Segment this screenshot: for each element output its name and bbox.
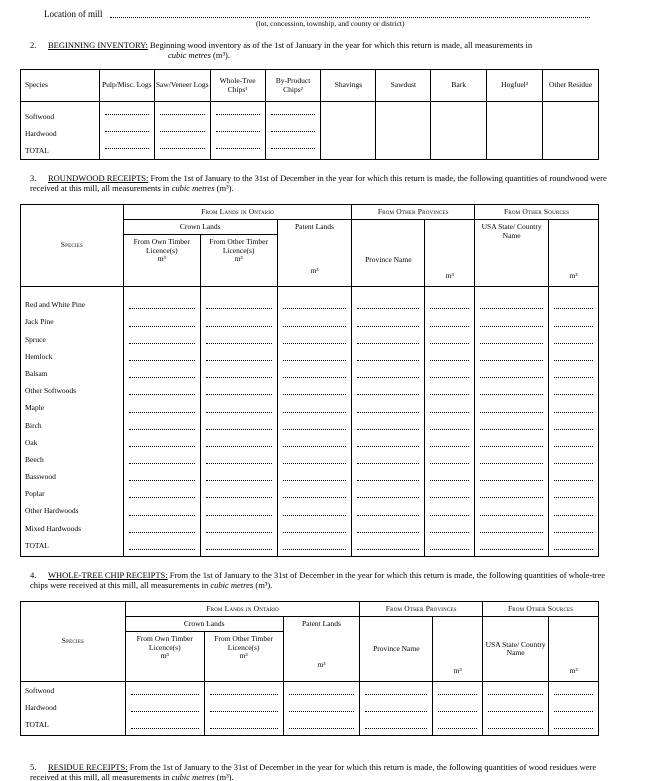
entry-line[interactable] [357, 491, 419, 498]
entry-line[interactable] [554, 388, 593, 395]
entry-line[interactable] [554, 371, 593, 378]
entry-line[interactable] [206, 320, 272, 327]
entry-line[interactable] [480, 526, 543, 533]
entry-line[interactable] [283, 354, 347, 361]
entry-line[interactable] [365, 688, 427, 695]
inventory-entry-line[interactable] [105, 108, 149, 115]
section2-units: cubic metres [168, 50, 211, 60]
other-sources-group-header-4: From Other Sources [483, 602, 599, 617]
entry-line[interactable] [554, 705, 593, 712]
entry-line[interactable] [357, 543, 419, 550]
row-label-hardwood: Hardwood [25, 129, 57, 138]
entry-line[interactable] [357, 474, 419, 481]
inventory-col-7: Bark [431, 70, 487, 102]
province-m3-header-4: m³ [433, 617, 483, 682]
entry-line[interactable] [129, 371, 195, 378]
entry-line[interactable] [554, 722, 593, 729]
beginning-inventory-table [20, 69, 599, 160]
species-row-label: Mixed Hardwoods [25, 523, 82, 533]
entry-line[interactable] [206, 509, 272, 516]
entry-line[interactable] [206, 302, 272, 309]
entry-line[interactable] [480, 406, 543, 413]
entry-line[interactable] [129, 491, 195, 498]
patent-lands-header: Patent Lands m³ [277, 220, 352, 287]
other-licence-header: From Other Timber Licence(s) m³ [200, 235, 277, 287]
inventory-col-2: Saw/Veneer Logs [154, 70, 210, 102]
entry-line[interactable] [430, 371, 469, 378]
entry-line[interactable] [283, 371, 347, 378]
entry-line[interactable] [554, 526, 593, 533]
species-header-4: Species [21, 602, 126, 682]
entry-line[interactable] [283, 474, 347, 481]
other-sources-group-header: From Other Sources [475, 205, 599, 220]
section3-text: From the 1st of January to the 31st of December in the year for which this return is made, the following quantities of roundwood were received at this mill, all measurements in [30, 173, 607, 193]
entry-line[interactable] [129, 354, 195, 361]
province-name-header: Province Name [352, 220, 425, 287]
entry-line[interactable] [488, 705, 543, 712]
entry-line[interactable] [206, 491, 272, 498]
provinces-group-header-4: From Other Provinces [360, 602, 483, 617]
entry-line[interactable] [357, 320, 419, 327]
entry-line[interactable] [554, 440, 593, 447]
entry-line[interactable] [554, 457, 593, 464]
crown-lands-header: Crown Lands [123, 220, 277, 235]
species-row-label: Basswood [25, 472, 56, 482]
entry-line[interactable] [357, 457, 419, 464]
entry-line[interactable] [206, 337, 272, 344]
entry-line[interactable] [480, 371, 543, 378]
entry-line[interactable] [480, 543, 543, 550]
entry-line[interactable] [430, 388, 469, 395]
section5-title: RESIDUE RECEIPTS: [48, 762, 128, 772]
inventory-entry-line[interactable] [216, 125, 260, 132]
species-row-label: Beech [25, 454, 44, 464]
inventory-col-9: Other Residue [543, 70, 599, 102]
entry-line[interactable] [129, 526, 195, 533]
section2-title: BEGINNING INVENTORY: [48, 40, 148, 50]
entry-line[interactable] [554, 406, 593, 413]
entry-line[interactable] [488, 722, 543, 729]
row-label-softwood: Softwood [25, 112, 55, 121]
entry-line[interactable] [129, 543, 195, 550]
entry-line[interactable] [129, 337, 195, 344]
entry-line[interactable] [480, 388, 543, 395]
entry-line[interactable] [430, 474, 469, 481]
ontario-group-header: From Lands in Ontario [123, 205, 352, 220]
inventory-entry-line[interactable] [216, 142, 260, 149]
entry-line[interactable] [283, 457, 347, 464]
entry-line[interactable] [206, 526, 272, 533]
entry-line[interactable] [480, 440, 543, 447]
entry-line[interactable] [206, 371, 272, 378]
species-row-label: Spruce [25, 334, 46, 344]
entry-line[interactable] [283, 302, 347, 309]
inventory-entry-line[interactable] [216, 108, 260, 115]
entry-line[interactable] [289, 705, 355, 712]
entry-line[interactable] [210, 722, 278, 729]
entry-line[interactable] [283, 320, 347, 327]
species-row-label: Birch [25, 420, 42, 430]
entry-line[interactable] [210, 688, 278, 695]
inventory-entry-line[interactable] [105, 125, 149, 132]
entry-line[interactable] [206, 457, 272, 464]
species-row-label: Hardwood [25, 703, 57, 712]
species-row-label: Oak [25, 437, 38, 447]
entry-line[interactable] [480, 457, 543, 464]
inventory-entry-line[interactable] [105, 142, 149, 149]
provinces-group-header: From Other Provinces [352, 205, 475, 220]
species-row-label: TOTAL [25, 540, 49, 550]
entry-line[interactable] [554, 423, 593, 430]
entry-line[interactable] [554, 302, 593, 309]
entry-line[interactable] [289, 722, 355, 729]
roundwood-receipts-table [20, 204, 599, 557]
species-row-label: TOTAL [25, 720, 49, 729]
entry-line[interactable] [283, 406, 347, 413]
section4-title: WHOLE-TREE CHIP RECEIPTS: [48, 570, 168, 580]
section2-text: Beginning wood inventory as of the 1st of January in the year for which this return is made, all measurements in [150, 40, 533, 50]
usa-m3-header: m³ [549, 220, 599, 287]
inventory-col-8: Hogfuel³ [487, 70, 543, 102]
row-label-total: TOTAL [25, 146, 49, 155]
entry-line[interactable] [283, 423, 347, 430]
entry-line[interactable] [357, 440, 419, 447]
entry-line[interactable] [131, 705, 199, 712]
entry-line[interactable] [206, 440, 272, 447]
entry-line[interactable] [365, 722, 427, 729]
entry-line[interactable] [480, 423, 543, 430]
entry-line[interactable] [430, 543, 469, 550]
whole-tree-chip-table [20, 601, 599, 736]
entry-line[interactable] [131, 722, 199, 729]
inventory-entry-line[interactable] [160, 142, 205, 149]
usa-country-header-4: USA State/ Country Name [483, 617, 549, 682]
usa-m3-header-4: m³ [549, 617, 599, 682]
entry-line[interactable] [430, 457, 469, 464]
inventory-entry-line[interactable] [160, 125, 205, 132]
location-field[interactable] [110, 9, 590, 18]
ontario-group-header-4: From Lands in Ontario [125, 602, 360, 617]
section3-title: ROUNDWOOD RECEIPTS: [48, 173, 149, 183]
inventory-col-3: Whole-Tree Chips¹ [210, 70, 265, 102]
species-row-label: Red and White Pine [25, 300, 86, 310]
species-row-label: Softwood [25, 686, 55, 695]
entry-line[interactable] [430, 423, 469, 430]
own-licence-header-4: From Own Timber Licence(s) m³ [125, 632, 204, 682]
inventory-col-6: Sawdust [376, 70, 431, 102]
other-licence-header-4: From Other Timber Licence(s) m³ [204, 632, 283, 682]
entry-line[interactable] [357, 406, 419, 413]
inventory-col-4: By-Product Chips² [265, 70, 321, 102]
location-label: Location of mill [44, 9, 103, 19]
species-row-label: Balsam [25, 368, 48, 378]
entry-line[interactable] [438, 688, 477, 695]
entry-line[interactable] [430, 526, 469, 533]
entry-line[interactable] [430, 440, 469, 447]
entry-line[interactable] [129, 388, 195, 395]
entry-line[interactable] [357, 302, 419, 309]
location-caption: (lot, concession, township, and county or district) [256, 19, 405, 28]
entry-line[interactable] [206, 388, 272, 395]
entry-line[interactable] [480, 337, 543, 344]
usa-country-header: USA State/ Country Name [475, 220, 549, 287]
entry-line[interactable] [554, 354, 593, 361]
section5-heading: 5. RESIDUE RECEIPTS: From the 1st of January to the 31st of December in the year for which this return is made, the following quantities of wood residues were received at this mill, all measurements in cubic metres (m³). [30, 762, 597, 781]
species-row-label: Other Softwoods [25, 386, 77, 396]
inventory-col-0: Species [21, 70, 100, 102]
entry-line[interactable] [480, 302, 543, 309]
species-row-label: Maple [25, 403, 45, 413]
inventory-entry-line[interactable] [271, 108, 316, 115]
entry-line[interactable] [283, 337, 347, 344]
entry-line[interactable] [283, 440, 347, 447]
species-row-label: Jack Pine [25, 317, 54, 327]
entry-line[interactable] [430, 302, 469, 309]
entry-line[interactable] [480, 320, 543, 327]
entry-line[interactable] [283, 509, 347, 516]
inventory-col-1: Pulp/Misc. Logs [99, 70, 154, 102]
species-row-label: Other Hardwoods [25, 506, 79, 516]
section2-heading: 2. BEGINNING INVENTORY: Beginning wood inventory as of the 1st of January in the year for which this return is made, all measurements in cubic metres (m³). [30, 40, 533, 60]
entry-line[interactable] [430, 509, 469, 516]
entry-line[interactable] [357, 526, 419, 533]
entry-line[interactable] [488, 688, 543, 695]
entry-line[interactable] [129, 406, 195, 413]
entry-line[interactable] [357, 354, 419, 361]
species-row-label: Hemlock [25, 351, 53, 361]
own-licence-header: From Own Timber Licence(s) m³ [123, 235, 200, 287]
inventory-entry-line[interactable] [160, 108, 205, 115]
entry-line[interactable] [554, 688, 593, 695]
entry-line[interactable] [554, 491, 593, 498]
entry-line[interactable] [283, 543, 347, 550]
province-m3-header: m³ [425, 220, 475, 287]
entry-line[interactable] [430, 354, 469, 361]
entry-line[interactable] [357, 509, 419, 516]
entry-line[interactable] [430, 320, 469, 327]
entry-line[interactable] [480, 491, 543, 498]
entry-line[interactable] [357, 337, 419, 344]
entry-line[interactable] [129, 509, 195, 516]
entry-line[interactable] [438, 705, 477, 712]
entry-line[interactable] [430, 491, 469, 498]
entry-line[interactable] [206, 474, 272, 481]
entry-line[interactable] [206, 406, 272, 413]
entry-line[interactable] [283, 491, 347, 498]
entry-line[interactable] [357, 388, 419, 395]
entry-line[interactable] [206, 423, 272, 430]
section4-heading: 4. WHOLE-TREE CHIP RECEIPTS: From the 1st of January to the 31st of December in the year for which this return is made, the following quantities of whole-tree chips were received at this mill, all measurements in cubic metres (m³). [30, 570, 606, 590]
entry-line[interactable] [365, 705, 427, 712]
inventory-col-5: Shavings [321, 70, 376, 102]
entry-line[interactable] [131, 688, 199, 695]
entry-line[interactable] [289, 688, 355, 695]
entry-line[interactable] [206, 543, 272, 550]
entry-line[interactable] [357, 371, 419, 378]
entry-line[interactable] [129, 302, 195, 309]
entry-line[interactable] [129, 474, 195, 481]
entry-line[interactable] [554, 337, 593, 344]
entry-line[interactable] [129, 440, 195, 447]
entry-line[interactable] [210, 705, 278, 712]
entry-line[interactable] [129, 457, 195, 464]
entry-line[interactable] [554, 543, 593, 550]
entry-line[interactable] [129, 423, 195, 430]
entry-line[interactable] [480, 509, 543, 516]
crown-lands-header-4: Crown Lands [125, 617, 283, 632]
entry-line[interactable] [480, 474, 543, 481]
section4-text: From the 1st of January to the 31st of December in the year for which this return is made, the following quantities of whole-tree chips were received at this mill, all measurements in [30, 570, 606, 590]
entry-line[interactable] [430, 406, 469, 413]
inventory-entry-line[interactable] [271, 142, 316, 149]
species-header: Species [21, 205, 124, 287]
section5-text: From the 1st of January to the 31st of December in the year for which this return is made, the following quantities of wood residues were received at this mill, all measurements in [30, 762, 597, 781]
entry-line[interactable] [554, 320, 593, 327]
entry-line[interactable] [129, 320, 195, 327]
patent-lands-header-4: Patent Lands m³ [283, 617, 360, 682]
entry-line[interactable] [430, 337, 469, 344]
species-row-label: Poplar [25, 489, 45, 499]
entry-line[interactable] [283, 388, 347, 395]
province-name-header-4: Province Name [360, 617, 433, 682]
section2-number: 2. [30, 40, 37, 50]
entry-line[interactable] [438, 722, 477, 729]
entry-line[interactable] [283, 526, 347, 533]
entry-line[interactable] [480, 354, 543, 361]
entry-line[interactable] [554, 509, 593, 516]
inventory-entry-line[interactable] [271, 125, 316, 132]
entry-line[interactable] [357, 423, 419, 430]
entry-line[interactable] [206, 354, 272, 361]
entry-line[interactable] [554, 474, 593, 481]
section3-heading: 3. ROUNDWOOD RECEIPTS: From the 1st of January to the 31st of December in the year for which this return is made, the following quantities of roundwood were received at this mill, all measurements in cubic metres (m³). [30, 173, 607, 193]
